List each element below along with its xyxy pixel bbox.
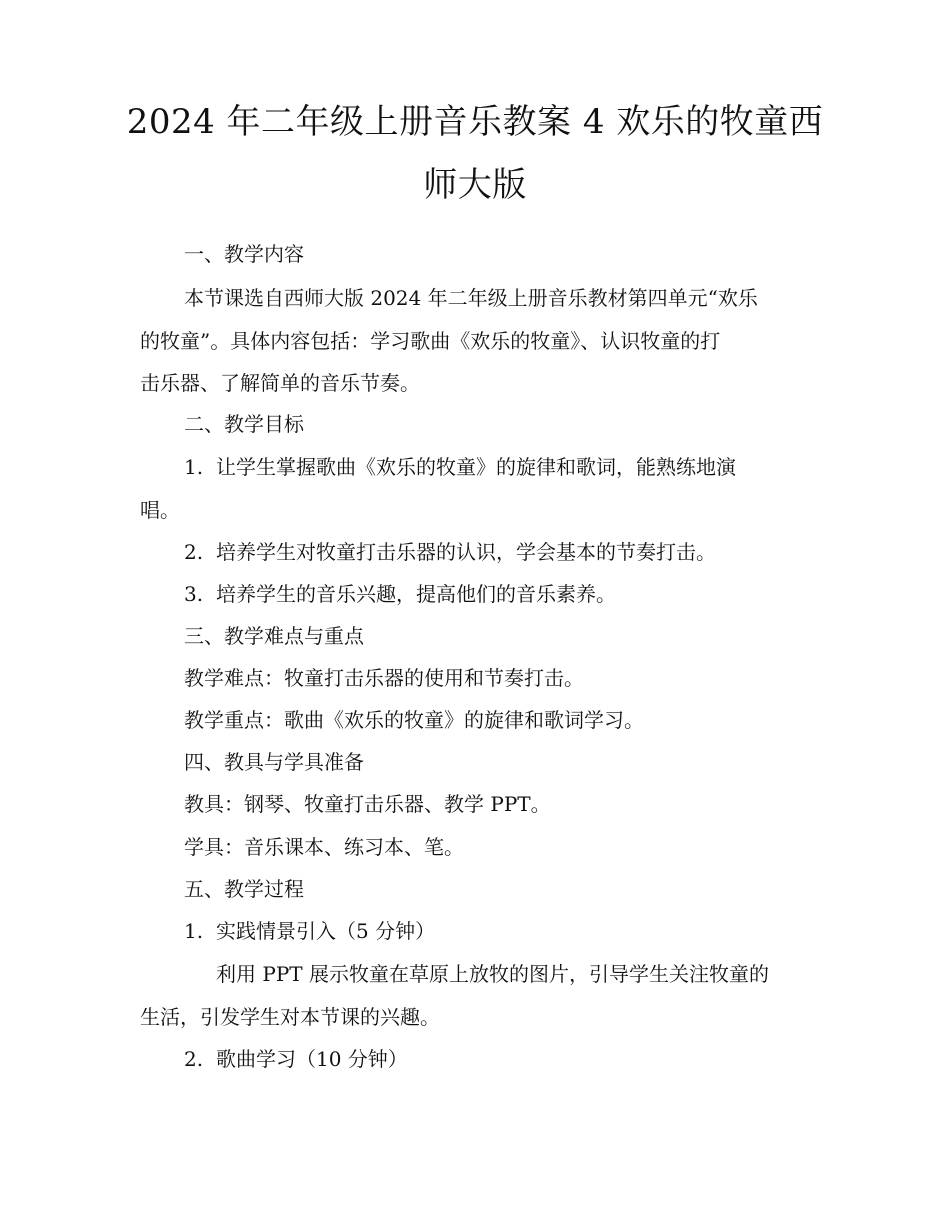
paragraph-line: 教学重点：歌曲《欢乐的牧童》的旋律和歌词学习。: [184, 708, 644, 732]
list-item-number: 1.: [184, 455, 204, 479]
document-title-line-2: 师大版: [423, 165, 527, 205]
list-item-text: 歌曲学习（10 分钟）: [216, 1047, 408, 1071]
list-item-number: 1.: [184, 919, 204, 943]
list-item-number: 2.: [184, 1047, 204, 1071]
paragraph-line: 击乐器、了解简单的音乐节奏。: [140, 371, 420, 395]
paragraph-line: 利用 PPT 展示牧童在草原上放牧的图片，引导学生关注牧童的: [216, 962, 769, 986]
list-item-number: 3.: [184, 582, 204, 606]
document-title-line-1: 2024 年二年级上册音乐教案 4 欢乐的牧童西: [126, 102, 824, 142]
list-item: [184, 918, 435, 944]
section-heading-difficulties-and-key-points: 三、教学难点与重点: [184, 624, 364, 648]
section-heading-teaching-goals: 二、教学目标: [184, 412, 304, 436]
paragraph-line: 学具：音乐课本、练习本、笔。: [184, 835, 464, 859]
list-item: [184, 539, 716, 565]
paragraph-line: 教学难点：牧童打击乐器的使用和节奏打击。: [184, 666, 584, 690]
paragraph-line: 本节课选自西师大版 2024 年二年级上册音乐教材第四单元“欢乐: [184, 286, 758, 310]
list-item: [184, 454, 736, 480]
list-item-number: 2.: [184, 540, 204, 564]
paragraph-line: 教具：钢琴、牧童打击乐器、教学 PPT。: [184, 792, 551, 816]
list-item: [184, 581, 616, 607]
section-heading-teaching-process: 五、教学过程: [184, 877, 304, 901]
list-item-text: 实践情景引入（5 分钟）: [216, 919, 436, 943]
paragraph-line: 生活，引发学生对本节课的兴趣。: [140, 1005, 440, 1029]
section-heading-teaching-content: 一、教学内容: [184, 242, 304, 266]
list-item-text: 让学生掌握歌曲《欢乐的牧童》的旋律和歌词，能熟练地演: [216, 455, 736, 479]
paragraph-line: 的牧童”。具体内容包括：学习歌曲《欢乐的牧童》、认识牧童的打: [140, 329, 721, 353]
list-item: [184, 1046, 408, 1072]
list-item-text: 培养学生对牧童打击乐器的认识，学会基本的节奏打击。: [216, 540, 716, 564]
paragraph-line: 唱。: [140, 498, 180, 522]
section-heading-teaching-aids: 四、教具与学具准备: [184, 750, 364, 774]
list-item-text: 培养学生的音乐兴趣，提高他们的音乐素养。: [216, 582, 616, 606]
